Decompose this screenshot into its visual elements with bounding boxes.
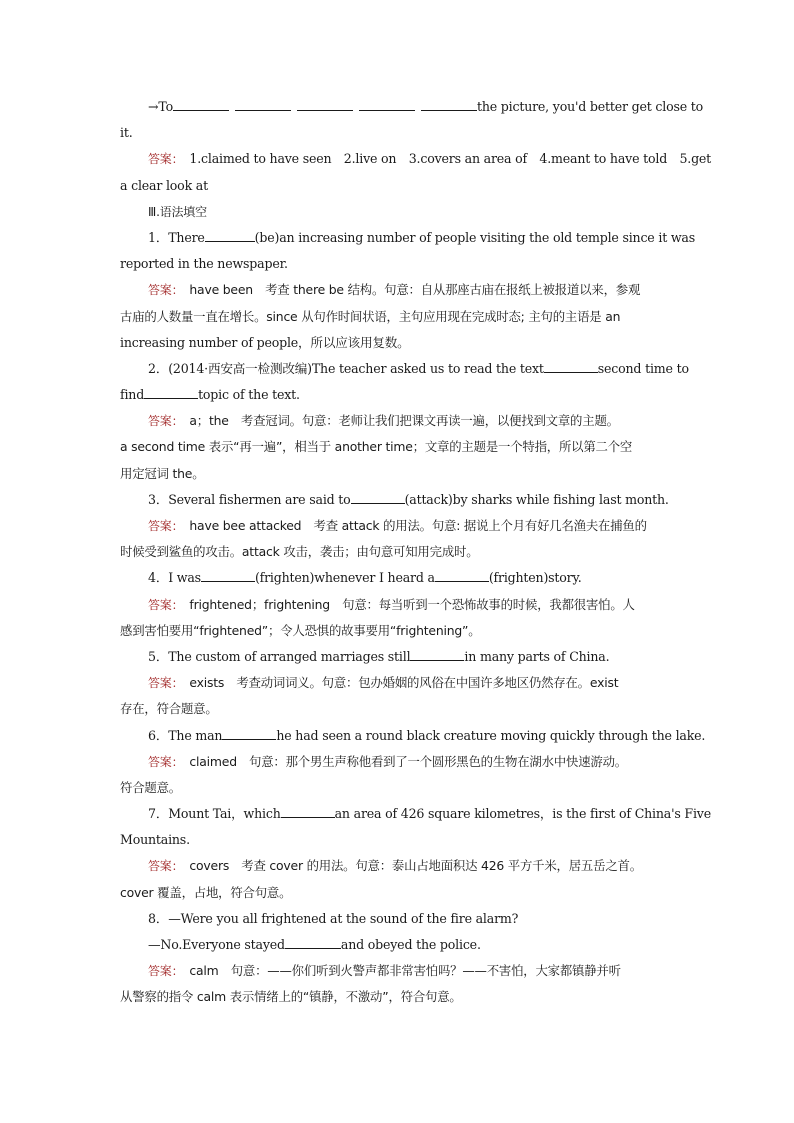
answer-text: 时候受到鲨鱼的攻击。attack 攻击，袭击；由句意可知用完成时。 xyxy=(120,544,479,560)
question-text: (be)an increasing number of people visiting the old temple since it was xyxy=(254,229,696,245)
answer-line xyxy=(120,539,676,565)
question-text: 2．(2014·西安高一检测改编)The teacher asked us to read the text xyxy=(148,360,544,376)
answer-line xyxy=(120,775,676,801)
answer-text: 用定冠词 the。 xyxy=(120,465,205,481)
question-text: an area of 426 square kilometres，is the first of China's Five xyxy=(334,806,711,822)
text: it. xyxy=(120,125,133,141)
answer-line xyxy=(120,146,712,172)
answer-line xyxy=(120,958,676,984)
question-line xyxy=(120,932,676,958)
answer-text: frightened；frightening 句意：每当听到一个恐怖故事的时候，我都很害怕。人 xyxy=(189,596,635,612)
answer-line xyxy=(120,173,676,199)
question-text: find xyxy=(120,387,145,403)
section-heading xyxy=(120,199,676,225)
blank xyxy=(421,96,477,111)
answer-line xyxy=(120,304,676,330)
question-text: (frighten)whenever I heard a xyxy=(254,570,435,586)
answer-text: a；the 考查冠词。句意：老师让我们把课文再读一遍，以便找到文章的主题。 xyxy=(189,413,619,429)
question-line xyxy=(120,827,676,853)
blank xyxy=(144,384,198,399)
blank xyxy=(359,96,415,111)
answer-line xyxy=(120,461,676,487)
blank xyxy=(173,96,229,111)
answer-label: 答案： xyxy=(148,676,184,691)
answer-line xyxy=(120,880,676,906)
question-line xyxy=(120,487,676,513)
answer-text: calm 句意：——你们听到火警声都非常害怕吗？——不害怕，大家都镇静并听 xyxy=(189,963,621,979)
answer-line xyxy=(120,696,676,722)
answer-label: 答案： xyxy=(148,283,184,298)
answer-line xyxy=(120,618,676,644)
question-line xyxy=(120,565,676,591)
answer-line xyxy=(120,670,676,696)
question-line xyxy=(120,382,676,408)
blank xyxy=(205,227,255,242)
answer-text: covers 考查 cover 的用法。句意：泰山占地面积达 426 平方千米，居五岳之首。 xyxy=(189,858,642,874)
question-line xyxy=(120,251,676,277)
question-text: 3．Several fishermen are said to xyxy=(148,491,351,507)
answer-line xyxy=(120,984,676,1010)
answer-text: a clear look at xyxy=(120,177,208,193)
question-text: Mountains. xyxy=(120,832,190,848)
answer-text: 1.claimed to have seen 2.live on 3.covers an area of 4.meant to have told 5.get xyxy=(189,151,712,167)
answer-text: 感到害怕要用“frightened”；令人恐惧的故事要用“frightening”。 xyxy=(120,622,481,638)
question-text: (attack)by sharks while fishing last month. xyxy=(404,491,669,507)
blank xyxy=(222,725,276,740)
answer-line xyxy=(120,592,676,618)
blank xyxy=(544,358,598,373)
question-line xyxy=(120,723,706,749)
answer-text: 符合题意。 xyxy=(120,779,181,795)
answer-text: exists 考查动词词义。句意：包办婚姻的风俗在中国许多地区仍然存在。exist xyxy=(189,675,619,691)
answer-text: cover 覆盖，占地，符合句意。 xyxy=(120,884,292,900)
blank xyxy=(410,646,464,661)
question-line xyxy=(120,644,676,670)
answer-text: 从警察的指令 calm 表示情绪上的“镇静，不激动”，符合句意。 xyxy=(120,989,462,1005)
answer-line xyxy=(120,749,676,775)
answer-line xyxy=(120,330,676,356)
blank xyxy=(235,96,291,111)
exercise-line xyxy=(120,120,676,146)
blank xyxy=(435,567,489,582)
question-text: (frighten)story. xyxy=(488,570,582,586)
answer-label: 答案： xyxy=(148,964,184,979)
question-line xyxy=(120,906,676,932)
answer-label: 答案： xyxy=(148,414,184,429)
answer-text: a second time 表示“再一遍”，相当于 another time；文章的主题是一个特指，所以第二个空 xyxy=(120,439,633,455)
question-text: 7．Mount Tai，which xyxy=(148,806,281,822)
question-text: 8．—Were you all frightened at the sound of the fire alarm? xyxy=(148,910,519,926)
answer-line xyxy=(120,853,676,879)
answer-line xyxy=(120,277,676,303)
answer-label: 答案： xyxy=(148,597,184,612)
answer-text: have bee attacked 考查 attack 的用法。句意: 据说上个月有好几名渔夫在捕鱼的 xyxy=(189,518,647,533)
question-text: 6．The man xyxy=(148,727,223,743)
question-line xyxy=(120,225,696,251)
question-text: and obeyed the police. xyxy=(340,937,481,952)
question-line xyxy=(120,801,711,827)
exercise-line xyxy=(120,94,704,120)
question-text: in many parts of China. xyxy=(464,648,610,664)
question-text: 5．The custom of arranged marriages still xyxy=(148,648,411,664)
question-text: —No.Everyone stayed xyxy=(148,937,285,952)
answer-label: 答案： xyxy=(148,859,184,874)
section-title: Ⅲ.语法填空 xyxy=(148,204,207,219)
blank xyxy=(285,934,341,949)
answer-text: increasing number of people，所以应该用复数。 xyxy=(120,334,410,350)
answer-label: 答案： xyxy=(148,519,184,533)
answer-text: claimed 句意：那个男生声称他看到了一个圆形黑色的生物在湖水中快速游动。 xyxy=(189,753,627,769)
answer-text: 古庙的人数量一直在增长。since 从句作时间状语，主句应用现在完成时态; 主句的主语是 an xyxy=(120,308,621,324)
blank xyxy=(351,489,405,504)
blank xyxy=(281,803,335,818)
question-text: topic of the text. xyxy=(198,387,300,403)
question-text: reported in the newspaper. xyxy=(120,256,288,272)
answer-line xyxy=(120,434,676,460)
answer-line xyxy=(120,408,676,434)
answer-label: 答案： xyxy=(148,754,184,769)
blank xyxy=(201,567,255,582)
answer-line xyxy=(120,513,676,539)
exercise-content xyxy=(120,94,712,1011)
question-text: he had seen a round black creature moving quickly through the lake. xyxy=(276,727,706,743)
blank xyxy=(297,96,353,111)
question-text: second time to xyxy=(597,360,689,376)
answer-label: 答案： xyxy=(148,152,184,167)
answer-text: have been 考查 there be 结构。句意：自从那座古庙在报纸上被报道以来，参观 xyxy=(189,282,641,298)
question-text: 4．I was xyxy=(148,570,201,586)
text: the picture, you'd better get close to xyxy=(476,99,704,114)
text: →To xyxy=(148,99,173,114)
answer-text: 存在，符合题意。 xyxy=(120,701,218,717)
question-text: 1．There xyxy=(148,229,205,245)
question-line xyxy=(120,356,689,382)
